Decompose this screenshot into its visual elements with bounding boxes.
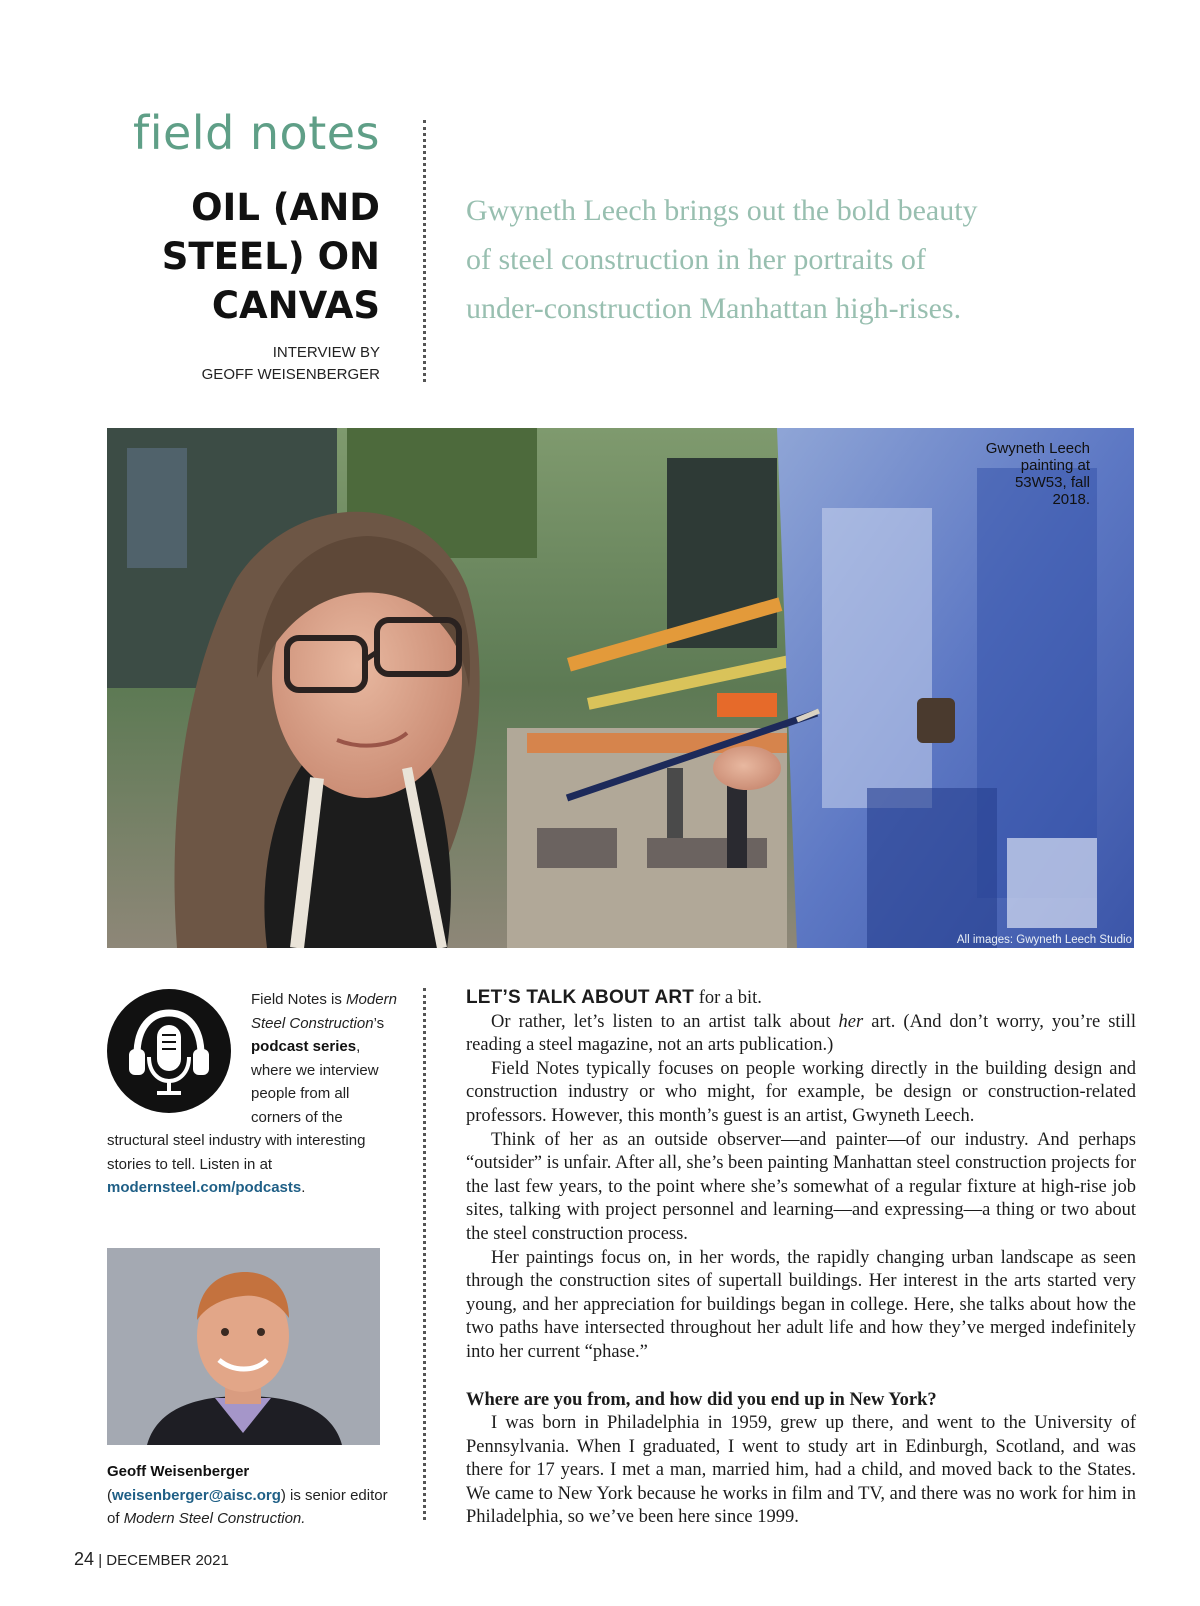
photo-caption bbox=[950, 440, 1090, 508]
podcast-text: Field Notes is bbox=[251, 991, 347, 1008]
headline bbox=[80, 183, 380, 330]
byline-line: INTERVIEW BY bbox=[272, 344, 380, 361]
page-folio bbox=[74, 1549, 229, 1570]
article-body bbox=[466, 986, 1136, 1530]
deck-subtitle bbox=[466, 186, 1026, 333]
paragraph bbox=[466, 1011, 1136, 1058]
deck-line: under-construction Manhattan high-rises. bbox=[466, 292, 962, 325]
hero-photo bbox=[107, 428, 1134, 948]
paragraph: Field Notes typically focuses on people working directly in the building design and construction industry or who might, for example, be design or construction-related professors. However, this month’s guest is an artist, Gwyneth Leech. bbox=[466, 1058, 1136, 1126]
caption-line: Gwyneth Leech bbox=[985, 440, 1090, 457]
emphasis: her bbox=[838, 1011, 864, 1032]
interview-answer: I was born in Philadelphia in 1959, grew up there, and went to the University of Pennsylvania. When I graduated, I went to study art in Edinburgh, Scotland, and was there for 17 years. I met a man, married him, had a child, and moved back to the States. We came to New York because he works in film and TV, and there was no work for him in Philadelphia, so we’ve been here since 1999. bbox=[466, 1413, 1136, 1528]
folio-separator: | bbox=[98, 1552, 103, 1569]
divider-dotted bbox=[423, 120, 426, 382]
photo-credit: All images: Gwyneth Leech Studio bbox=[956, 934, 1132, 946]
magazine-name: Modern Steel Construction bbox=[251, 991, 397, 1032]
headline-line: CANVAS bbox=[211, 284, 380, 327]
paragraph-text: art. (And don’t worry, you’re still reading a steel magazine, not an arts publication.) bbox=[466, 1011, 1136, 1056]
headline-line: OIL (AND bbox=[191, 186, 380, 229]
deck-line: of steel construction in her portraits of bbox=[466, 243, 926, 276]
section-title: field notes bbox=[133, 106, 380, 160]
magazine-name: Modern Steel Construction. bbox=[123, 1510, 306, 1527]
author-photo bbox=[107, 1248, 380, 1445]
byline-author: GEOFF WEISENBERGER bbox=[201, 366, 380, 383]
article-lead bbox=[466, 986, 1136, 1011]
headline-line: STEEL) ON bbox=[161, 235, 380, 278]
podcast-text: ’s bbox=[373, 1014, 385, 1032]
issue-date: DECEMBER 2021 bbox=[106, 1552, 229, 1569]
podcast-series-label: podcast series bbox=[251, 1038, 357, 1055]
caption-line: 2018. bbox=[1052, 491, 1090, 508]
paragraph: Think of her as an outside observer—and painter—of our industry. And perhaps “outsider” is unfair. After all, she’s been painting Manhattan steel construction projects for the last few years, to the point where she’s somewhat of a regular fixture at high-rise job sites, talking with project personnel and learning—and expressing—a thing or two about the steel construction process. bbox=[466, 1129, 1136, 1244]
page-number: 24 bbox=[74, 1549, 95, 1569]
deck-line: Gwyneth Leech brings out the bold beauty bbox=[466, 194, 978, 227]
author-email-link[interactable]: weisenberger@aisc.org bbox=[112, 1486, 281, 1504]
byline bbox=[120, 342, 380, 386]
caption-line: 53W53, fall bbox=[1014, 474, 1090, 491]
lead-in: LET’S TALK ABOUT ART bbox=[466, 987, 695, 1008]
author-bio-text: is senior editor of bbox=[107, 1486, 388, 1527]
podcasts-link[interactable]: modernsteel.com/podcasts bbox=[107, 1179, 302, 1196]
lead-text: for a bit. bbox=[694, 988, 762, 1008]
author-bio: Geoff Weisenberger (weisenberger@aisc.org) is senior editor of Modern Steel Construction. bbox=[107, 1463, 388, 1527]
podcast-text: . bbox=[301, 1179, 306, 1196]
caption-line: painting at bbox=[1020, 457, 1090, 474]
interview-question: Where are you from, and how did you end up in New York? bbox=[466, 1389, 937, 1410]
paragraph: Her paintings focus on, in her words, the rapidly changing urban landscape as seen through the construction sites of supertall buildings. Her interest in the arts started very young, and her appreciation for buildings began in college. Here, she talks about how the two paths have intersected throughout her adult life and how they’ve merged indefinitely into her current “phase.” bbox=[466, 1247, 1136, 1362]
podcast-blurb bbox=[107, 988, 397, 1200]
author-name: Geoff Weisenberger bbox=[107, 1463, 250, 1480]
divider-dotted bbox=[423, 988, 426, 1520]
paragraph-text: Or rather, let’s listen to an artist talk about bbox=[491, 1011, 839, 1032]
podcast-text: , where we interview people from all corners of the structural steel industry with interesting stories to tell. Listen in at bbox=[107, 1038, 379, 1173]
